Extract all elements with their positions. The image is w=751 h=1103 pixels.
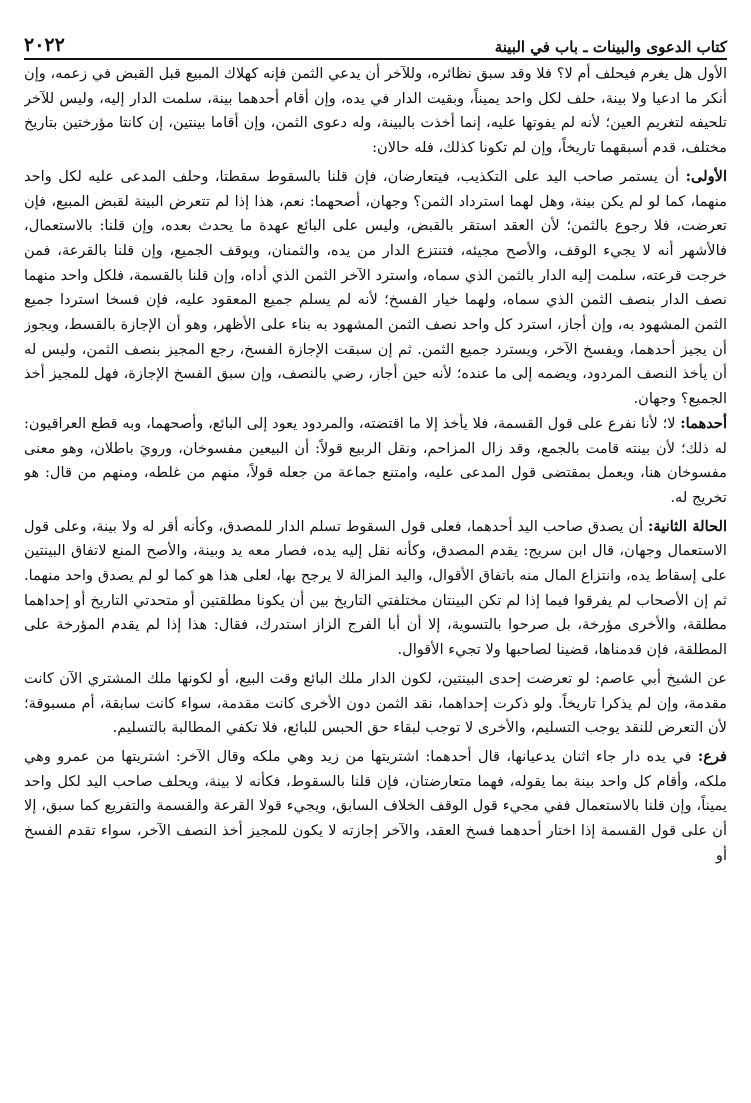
- section-label: فرع:: [697, 747, 727, 765]
- paragraph: [24, 515, 727, 663]
- page-header: [24, 30, 727, 56]
- paragraph-text: أن يصدق صاحب اليد أحدهما، فعلى قول السقوط تسلم الدار للمصدق، وكأنه أقر له ولا بينة، وعلى قول الاستعمال وجهان، قال ابن سريج: يقدم المصدق، وكأنه نقل إليه يده، فصار معه يد وبينة، والأصح المنع لاتفاق البينتين على إسقاط يده، وانتزاع المال منه باتفاق الأقوال، واليد المزالة لا يرجح بها، لعلى هذا هو كما لو لم يصدق واحد منهما. ثم إن الأصحاب لم يفرقوا فيما إذا لم تكن البينتان مختلفتي التاريخ بين أن يكونا مطلقتين أو متحدتي التاريخ أو إحداهما مطلقة، والأخرى مؤرخة، بل صرحوا بالتسوية، إلا أن أبا الفرج الزاز استدرك، فقال: هذا إذا لم يقدم المؤرخة على المطلقة، فإن قدمناها، قضينا لصاحبها ولا تجيء الأقوال.: [24, 517, 727, 659]
- paragraph: [24, 667, 727, 741]
- header-rule: [24, 58, 727, 60]
- paragraph: [24, 745, 727, 869]
- paragraph-text: لا؛ لأنا نفرع على قول القسمة، فلا يأخذ إلا ما اقتضته، والمردود يعود إلى البائع، وأصحهما، وبه قطع العراقيون: له ذلك؛ لأن بينته قامت بالجمع، وقد زال المزاحم، ونقل الربيع قولاً: أن البيعين مفسوخان، ورويَ باطلان، وهو معنى مفسوخان هنا، ويعمل بمقتضى قول المدعى عليه، وامتنع جماعة من جعله قولاً، منهم من غلطه، ومنهم من قال: هو تخريج له.: [24, 414, 727, 506]
- paragraph-text: أن يستمر صاحب اليد على التكذيب، فيتعارضان، فإن قلنا بالسقوط سقطتا، وحلف المدعى عليه لكل واحد منهما، كما لو لم يكن بينة، وهل لهما استرداد الثمن؟ وجهان، أصحهما: نعم، هذا إذا لم تتعرض البينة لقبض المبيع، فإن تعرضت، فلا رجوع بالثمن؛ لأن العقد استقر بالقبض، وليس على البائع عهدة ما يحدث بعده، وإن قلنا: بالاستعمال، فالأشهر أنه لا يجيء الوقف، والأصح مجيئه، فتنتزع الدار من يده، والثمنان، ويوقف الجميع، وإن قلنا بالقرعة، فمن خرجت قرعته، سلمت إليه الدار بالثمن الذي سماه، واسترد الآخر الثمن الذي أداه، وإن قلنا بالقسمة، فلكل واحد منهما نصف الدار بنصف الثمن الذي سماه، ولهما خيار الفسخ؛ لأنه لم يسلم جميع المعقود عليه، فإن فسخا استردا جميع الثمن المشهود به، وإن أجاز، استرد كل واحد نصف الثمن المشهود به بناء على الأظهر، وهو أن الإجازة بالقسط، ويجوز أن يجيز أحدهما، ويفسخ الآخر، ويسترد جميع الثمن. ثم إن سبقت الإجازة الفسخ، رجع المجيز بنصف الثمن، وليس له أن يأخذ النصف المردود، ويضمه إلى ما عنده؛ لأنه حين أجاز، رضي بالنصف، وإن سبق الفسخ الإجازة، فهل للمجيز أخذ الجميع؟ وجهان.: [24, 167, 727, 408]
- paragraph: [24, 165, 727, 412]
- paragraph-text: عن الشيخ أبي عاصم: لو تعرضت إحدى البينتين، لكون الدار ملك البائع وقت البيع، أو لكونها ملك المشتري الآن كانت مقدمة، وإن لم يذكرا تاريخاً. ولو ذكرت إحداهما، نقد الثمن دون الأخرى كانت مقدمة، سواء كانت سابقة، أم مسبوقة؛ لأن التعرض للنقد يوجب التسليم، والأخرى لا توجب لبقاء حق الحبس للبائع، فلا تكفي المطالبة بالتسليم.: [24, 669, 727, 737]
- paragraph-text: الأول هل يغرم فيحلف أم لا؟ فلا وقد سبق نظائره، وللآخر أن يدعي الثمن فإنه كهلاك المبيع قبل القبض في زعمه، وإن أنكر ما ادعيا ولا بينة، حلف لكل واحد يميناً، وبقيت الدار في يده، وإن أقام أحدهما بينة، سلمت الدار إليه، وليس للآخر تلحيفه لتغريم العين؛ لأنه لم يفوتها عليه، إنما أخذت بالبينة، وله دعوى الثمن، وإن أقاما بينتين، إن كانتا مؤرختين بتاريخ مختلف، قدم أسبقهما تاريخاً، وإن لم تكونا كذلك، فله حالان:: [24, 65, 727, 157]
- paragraph-text: في يده دار جاء اثنان يدعيانها، قال أحدهما: اشتريتها من زيد وهي ملكه وقال الآخر: اشتريتها من عمرو وهي ملكه، وأقام كل واحد بينة بما يقوله، فهما متعارضتان، فإن قلنا بالسقوط، فكأنه لا بينة، ويحلف صاحب اليد لكل واحد يميناً، وإن قلنا بالاستعمال ففي مجيء قول الوقف الخلاف السابق، ويجيء قولا القرعة والقسمة والتفريع كما سبق، إلا أن على قول القسمة إذا اختار أحدهما فسخ العقد، والآخر إجازته لا يكون للمجيز أخذ النصف الآخر، سواء تقدم الفسخ أو: [24, 747, 727, 864]
- section-label: أحدهما:: [680, 414, 727, 432]
- page-number: ٢٠٢٢: [24, 34, 65, 56]
- page-body: [24, 62, 727, 1087]
- running-title: كتاب الدعوى والبينات ـ باب في البينة: [494, 38, 727, 56]
- paragraph: [24, 62, 727, 161]
- paragraph: [24, 412, 727, 511]
- section-label: الأولى:: [685, 167, 727, 185]
- section-label: الحالة الثانية:: [648, 517, 727, 535]
